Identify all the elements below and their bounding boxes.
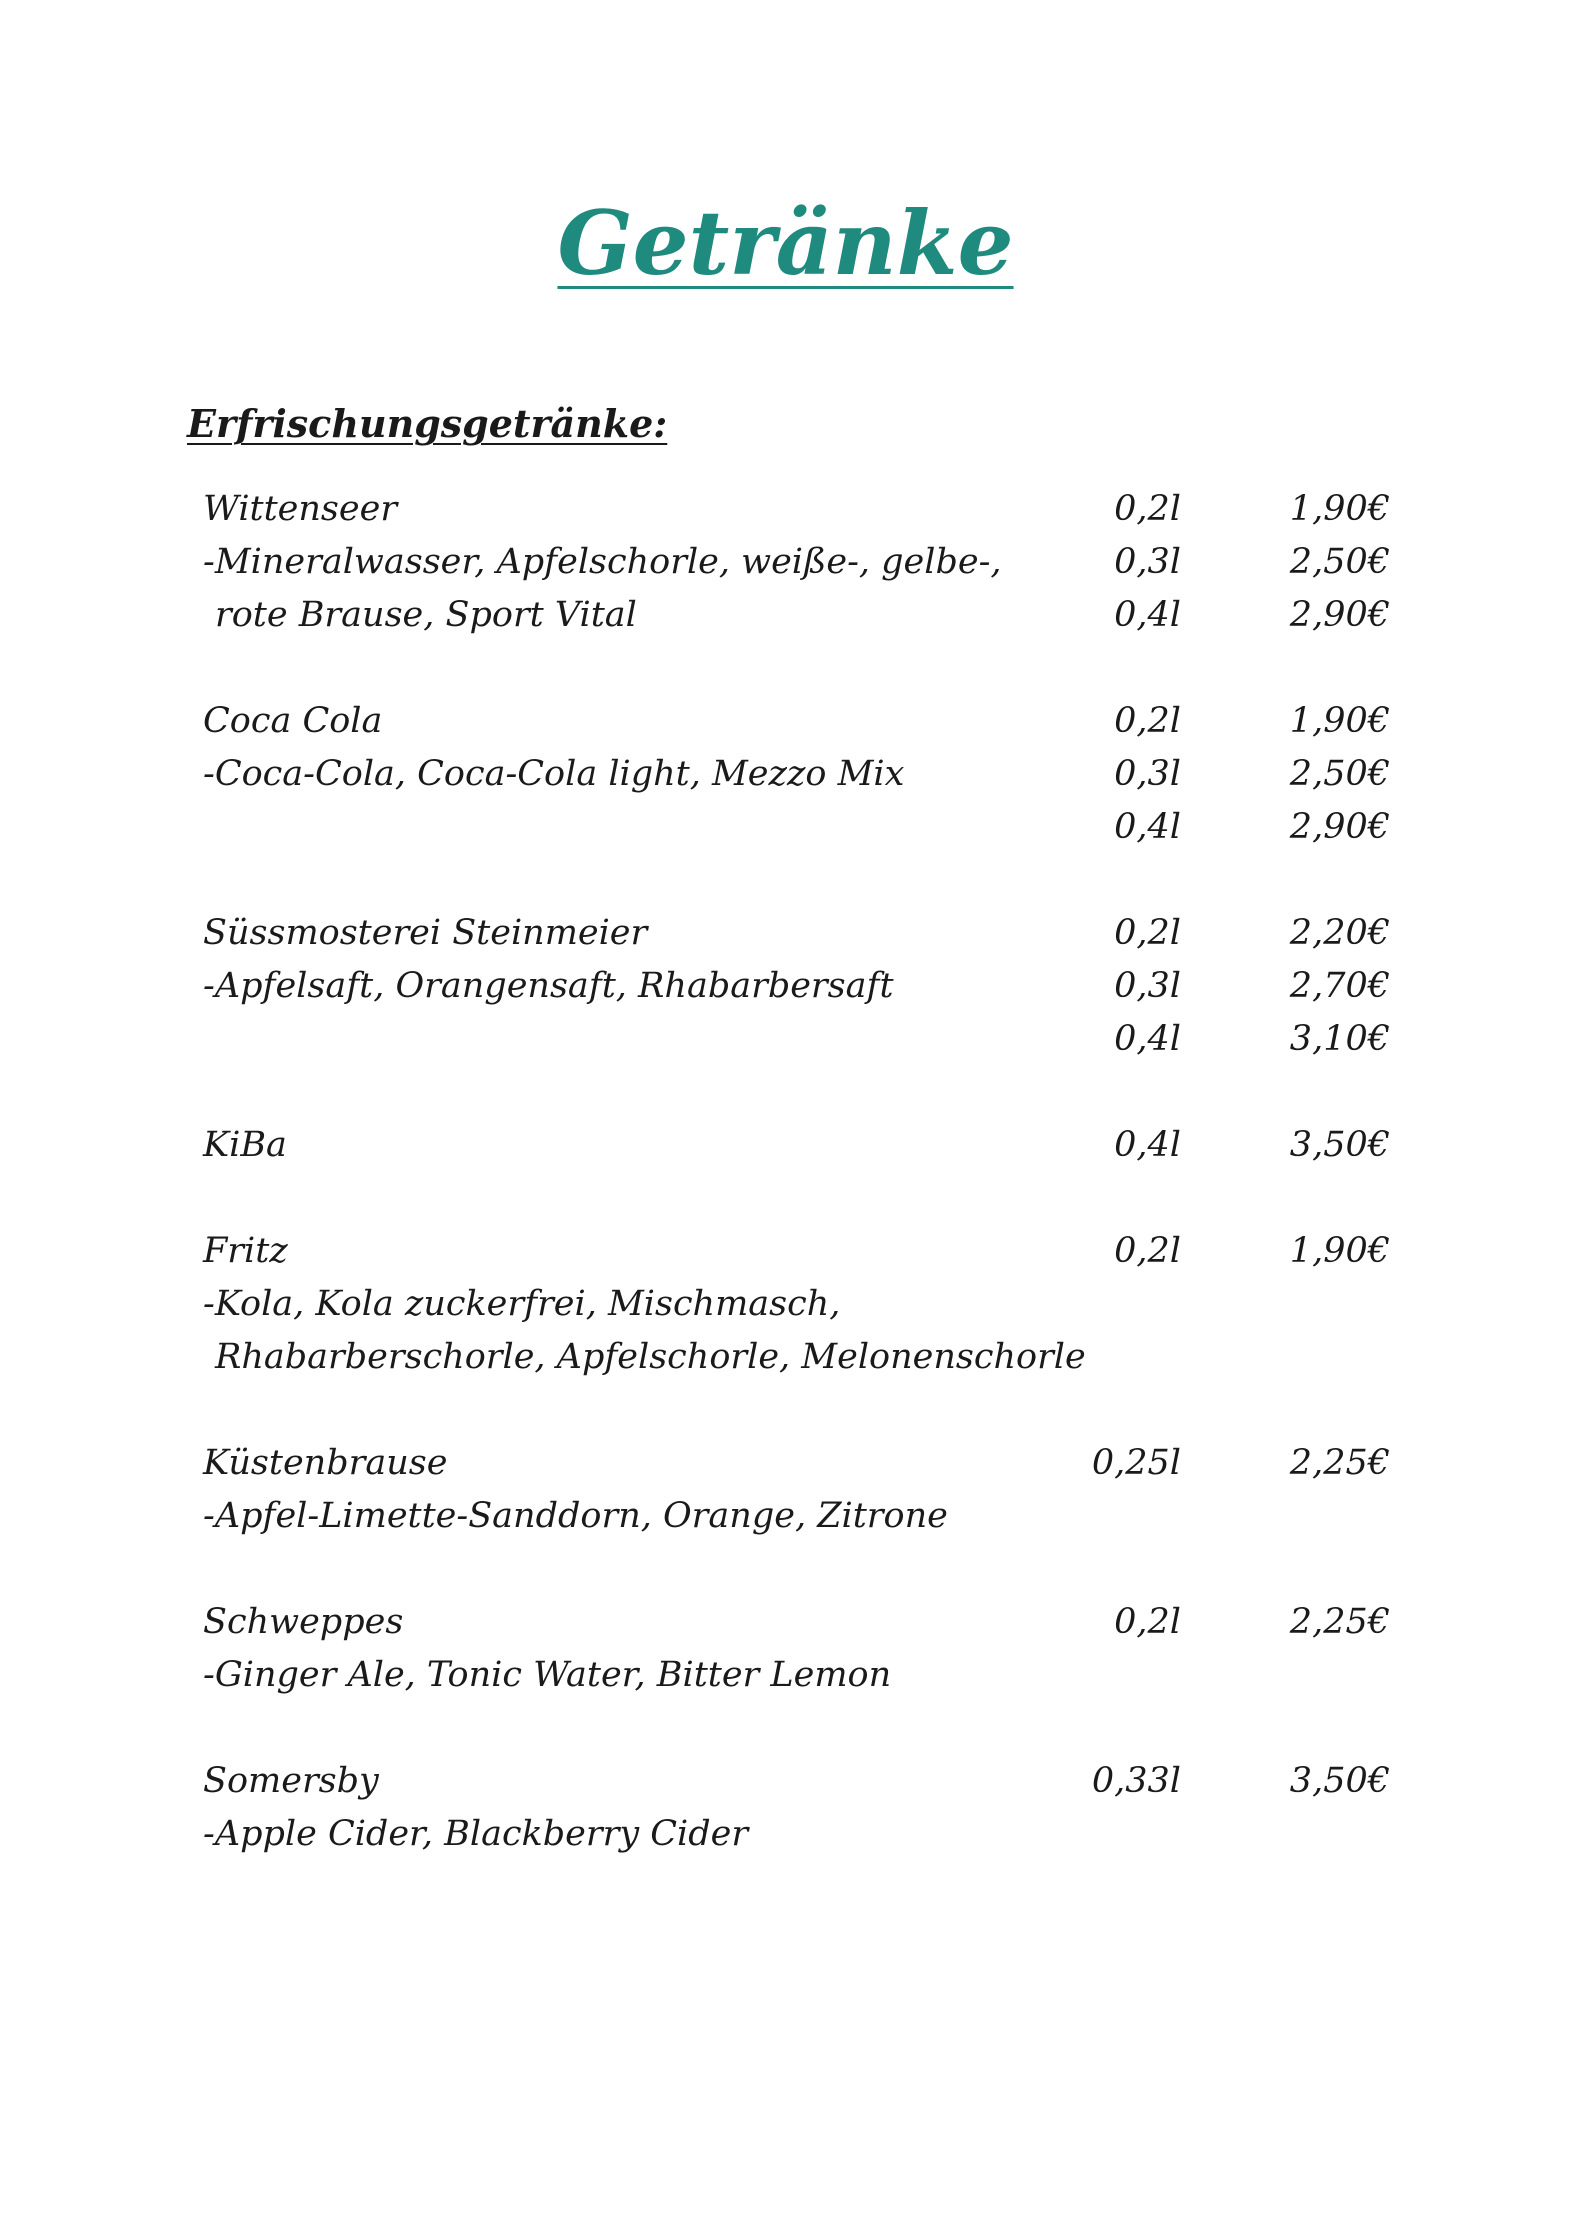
drink-row: [203, 483, 1403, 536]
drink-price: 2,20€: [1289, 913, 1390, 953]
drink-size: 0,4l: [1114, 1125, 1181, 1165]
page-title: [0, 188, 1571, 298]
drink-name: Coca Cola: [203, 701, 383, 741]
drink-price: 1,90€: [1289, 489, 1390, 529]
drink-row: [203, 1808, 1403, 1861]
drink-row: [203, 1596, 1403, 1649]
drink-price: 1,90€: [1289, 701, 1390, 741]
drink-row: [203, 1649, 1403, 1702]
drinks-list: [203, 483, 1403, 1914]
drink-size: 0,2l: [1114, 489, 1181, 529]
drink-name: Wittenseer: [203, 489, 398, 529]
drink-price: 2,50€: [1289, 754, 1390, 794]
drink-entry: [203, 483, 1403, 642]
drink-name: Somersby: [203, 1761, 379, 1801]
section-heading: Erfrischungsgetränke:: [187, 401, 668, 446]
drink-row: [203, 1331, 1403, 1384]
drink-description: -Coca-Cola, Coca-Cola light, Mezzo Mix: [203, 754, 905, 794]
drink-row: [203, 1437, 1403, 1490]
drink-size: 0,2l: [1114, 1602, 1181, 1642]
drink-price: 3,10€: [1289, 1019, 1390, 1059]
drink-price: 2,50€: [1289, 542, 1390, 582]
drink-price: 3,50€: [1289, 1125, 1390, 1165]
drink-name: Fritz: [203, 1231, 288, 1271]
drink-row: [203, 960, 1403, 1013]
drink-size: 0,33l: [1091, 1761, 1181, 1801]
drink-size: 0,4l: [1114, 807, 1181, 847]
drink-size: 0,3l: [1114, 542, 1181, 582]
drink-entry: [203, 1755, 1403, 1861]
drink-row: [203, 1013, 1403, 1066]
drink-entry: [203, 907, 1403, 1066]
drink-row: [203, 1755, 1403, 1808]
drink-size: 0,25l: [1091, 1443, 1181, 1483]
drink-name: Schweppes: [203, 1602, 404, 1642]
drink-entry: [203, 1225, 1403, 1384]
drink-description: -Kola, Kola zuckerfrei, Mischmasch,: [203, 1284, 841, 1324]
drink-size: 0,4l: [1114, 595, 1181, 635]
drink-price: 3,50€: [1289, 1761, 1390, 1801]
drink-price: 1,90€: [1289, 1231, 1390, 1271]
drink-entry: [203, 1119, 1403, 1172]
drink-name: Süssmosterei Steinmeier: [203, 913, 648, 953]
drink-price: 2,90€: [1289, 595, 1390, 635]
drink-entry: [203, 1437, 1403, 1543]
drink-row: [203, 1278, 1403, 1331]
drink-description: -Apple Cider, Blackberry Cider: [203, 1814, 749, 1854]
drink-description: rote Brause, Sport Vital: [215, 595, 637, 635]
drink-size: 0,2l: [1114, 701, 1181, 741]
drink-entry: [203, 695, 1403, 854]
drink-size: 0,4l: [1114, 1019, 1181, 1059]
drink-row: [203, 748, 1403, 801]
drink-price: 2,25€: [1289, 1602, 1390, 1642]
drink-price: 2,70€: [1289, 966, 1390, 1006]
drink-description: Rhabarberschorle, Apfelschorle, Melonenschorle: [215, 1337, 1086, 1377]
page-title-text: Getränke: [557, 191, 1014, 295]
drink-row: [203, 1119, 1403, 1172]
drink-size: 0,2l: [1114, 913, 1181, 953]
drink-row: [203, 907, 1403, 960]
drink-description: -Ginger Ale, Tonic Water, Bitter Lemon: [203, 1655, 892, 1695]
drink-price: 2,90€: [1289, 807, 1390, 847]
drink-name: Küstenbrause: [203, 1443, 448, 1483]
drink-description: -Mineralwasser, Apfelschorle, weiße-, gelbe-,: [203, 542, 1002, 582]
drink-size: 0,3l: [1114, 966, 1181, 1006]
drink-name: KiBa: [203, 1125, 287, 1165]
drink-row: [203, 801, 1403, 854]
drink-price: 2,25€: [1289, 1443, 1390, 1483]
drink-row: [203, 589, 1403, 642]
drink-description: -Apfel-Limette-Sanddorn, Orange, Zitrone: [203, 1496, 948, 1536]
drink-row: [203, 1225, 1403, 1278]
drink-entry: [203, 1596, 1403, 1702]
drink-size: 0,2l: [1114, 1231, 1181, 1271]
drink-row: [203, 1490, 1403, 1543]
drink-description: -Apfelsaft, Orangensaft, Rhabarbersaft: [203, 966, 894, 1006]
drink-row: [203, 695, 1403, 748]
drink-size: 0,3l: [1114, 754, 1181, 794]
drink-row: [203, 536, 1403, 589]
